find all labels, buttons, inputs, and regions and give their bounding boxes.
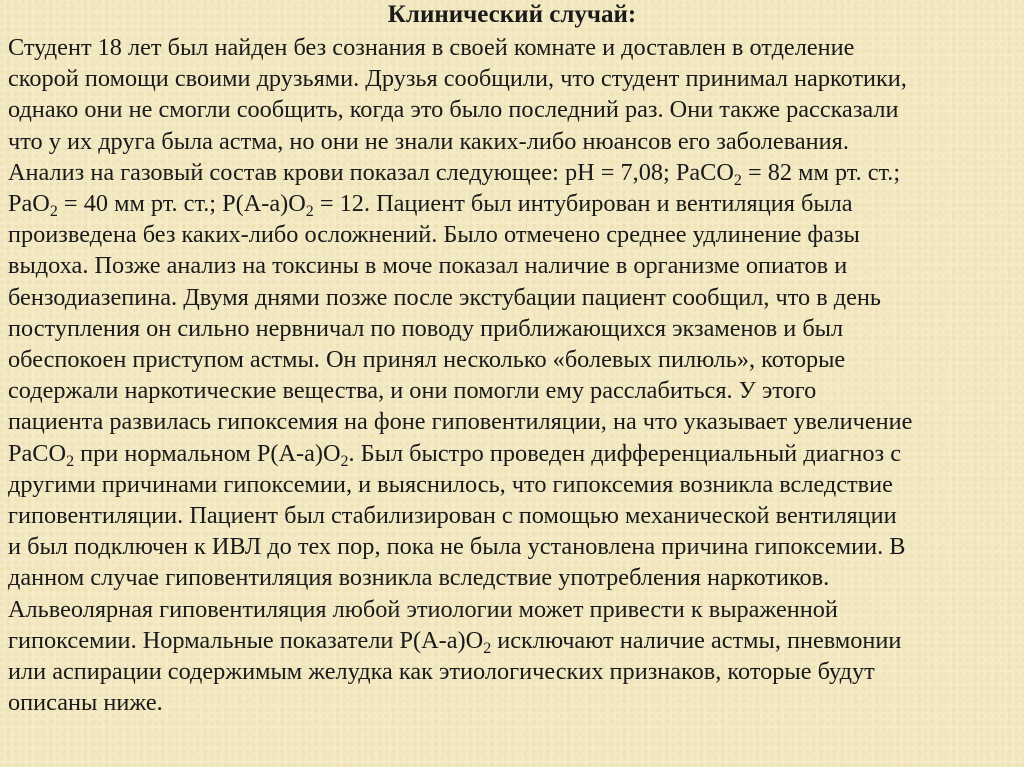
text-segment: что у их друга была астма, но они не знали каких-либо нюансов его заболевания. — [8, 127, 849, 155]
text-segment: описаны ниже. — [8, 689, 163, 717]
text-segment: PaCO — [8, 439, 67, 467]
text-line — [8, 562, 1018, 593]
subscript: 2 — [340, 452, 349, 470]
subscript: 2 — [49, 203, 58, 221]
text-segment: обеспокоен приступом астмы. Он принял несколько «болевых пилюль», которые — [8, 346, 846, 374]
subscript: 2 — [483, 639, 492, 657]
subscript: 2 — [66, 452, 75, 470]
text-segment: скорой помощи своими друзьями. Друзья сообщили, что студент принимал наркотики, — [8, 65, 907, 93]
text-segment: гиповентиляции. Пациент был стабилизирован с помощью механической вентиляции — [8, 502, 897, 530]
text-line — [8, 313, 1018, 344]
text-line — [8, 126, 1018, 157]
text-segment: данном случае гиповентиляция возникла вследствие употребления наркотиков. — [8, 564, 830, 592]
text-segment: исключают наличие астмы, пневмонии — [491, 626, 902, 654]
text-line — [8, 500, 1018, 531]
text-line — [8, 94, 1018, 125]
text-line — [8, 594, 1018, 625]
text-line — [8, 282, 1018, 313]
text-segment: = 12. Пациент был интубирован и вентиляция была — [313, 190, 853, 218]
text-line — [8, 375, 1018, 406]
text-line — [8, 344, 1018, 375]
text-segment: поступления он сильно нервничал по поводу приближающихся экзаменов и был — [8, 314, 844, 342]
text-segment: . Был быстро проведен дифференциальный диагноз с — [348, 439, 901, 467]
text-segment: Анализ на газовый состав крови показал следующее: pH = 7,08; PaCO — [8, 158, 734, 186]
text-segment: PaO — [8, 190, 50, 218]
text-line — [8, 531, 1018, 562]
text-line — [8, 219, 1018, 250]
text-segment: бензодиазепина. Двумя днями позже после экстубации пациент сообщил, что в день — [8, 283, 882, 311]
text-line — [8, 625, 1018, 656]
subscript: 2 — [305, 203, 314, 221]
text-segment: или аспирации содержимым желудка как этиологических признаков, которые будут — [8, 658, 875, 686]
text-line — [8, 469, 1018, 500]
text-segment: гипоксемии. Нормальные показатели P(A-a)O — [8, 626, 484, 654]
text-segment: другими причинами гипоксемии, и выяснилось, что гипоксемия возникла вследствие — [8, 470, 893, 498]
text-segment: произведена без каких-либо осложнений. Было отмечено среднее удлинение фазы — [8, 221, 860, 249]
slide-title: Клинический случай: — [387, 1, 637, 28]
text-segment: = 82 мм рт. ст.; — [741, 158, 901, 186]
text-segment: пациента развилась гипоксемия на фоне гиповентиляции, на что указывает увеличение — [8, 408, 913, 436]
text-segment: = 40 мм рт. ст.; P(A-a)O — [57, 190, 306, 218]
text-line — [8, 157, 1018, 188]
text-line — [8, 63, 1018, 94]
subscript: 2 — [733, 171, 742, 189]
text-line — [8, 406, 1018, 437]
text-line — [8, 188, 1018, 219]
text-line — [8, 32, 1018, 63]
case-text — [8, 32, 1018, 718]
text-line — [8, 250, 1018, 281]
text-segment: при нормальном P(A-a)O — [74, 439, 341, 467]
text-segment: и был подключен к ИВЛ до тех пор, пока не была установлена причина гипоксемии. В — [8, 533, 906, 561]
text-line — [8, 656, 1018, 687]
text-segment: выдоха. Позже анализ на токсины в моче показал наличие в организме опиатов и — [8, 252, 848, 280]
text-line — [8, 687, 1018, 718]
text-segment: Студент 18 лет был найден без сознания в своей комнате и доставлен в отделение — [8, 34, 855, 61]
text-segment: содержали наркотические вещества, и они помогли ему расслабиться. У этого — [8, 377, 817, 405]
text-segment: однако они не смогли сообщить, когда это было последний раз. Они также рассказали — [8, 96, 899, 124]
text-segment: Альвеолярная гиповентиляция любой этиологии может привести к выраженной — [8, 595, 838, 623]
text-line — [8, 438, 1018, 469]
